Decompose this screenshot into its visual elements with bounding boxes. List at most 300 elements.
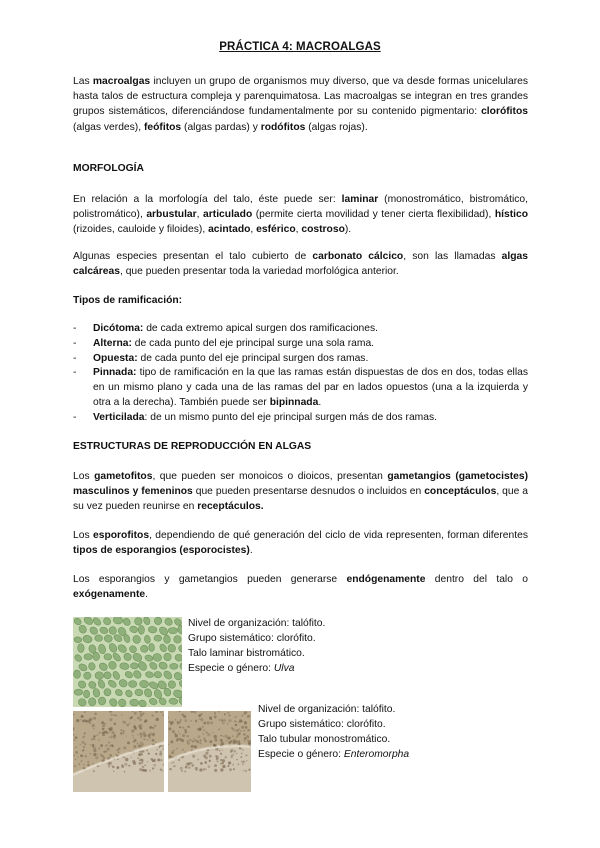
cell-dot <box>220 735 222 737</box>
cell-dot <box>171 762 172 763</box>
ulva-cell <box>84 672 91 679</box>
cell-dot <box>121 714 123 716</box>
cell-dot <box>222 742 225 745</box>
cell-dot <box>98 739 99 740</box>
cell-dot <box>102 731 105 734</box>
cell-dot <box>173 765 175 767</box>
ulva-cell <box>83 690 90 698</box>
cell-dot <box>212 732 214 734</box>
cell-dot <box>134 719 135 720</box>
cell-dot <box>130 717 133 720</box>
cell-dot <box>228 741 231 744</box>
cell-dot <box>108 765 110 767</box>
ulva-cell <box>149 643 155 651</box>
cell-dot <box>77 719 79 721</box>
cell-dot <box>226 740 227 741</box>
cell-dot <box>152 727 154 729</box>
cell-dot <box>82 736 85 739</box>
enteromorpha-micrograph-2 <box>168 711 251 792</box>
cell-dot <box>111 731 114 734</box>
cell-dot <box>109 737 111 739</box>
cell-dot <box>83 746 85 748</box>
cell-dot <box>141 759 144 762</box>
list-item <box>73 352 528 367</box>
ulva-especie-name: Ulva <box>273 663 295 674</box>
cell-dot <box>95 756 98 759</box>
ulva-cell <box>98 697 105 705</box>
cell-dot <box>235 724 237 726</box>
entero-nivel: Nivel de organización: talófito. <box>258 704 396 715</box>
cell-dot <box>217 760 219 762</box>
cell-dot <box>133 740 135 742</box>
cell-dot <box>199 768 202 771</box>
cell-dot <box>215 718 216 719</box>
cell-dot <box>177 721 179 723</box>
morfologia-paragraph-2: Algunas especies presentan el talo cubierto de carbonato cálcico, son las llamadas algas calcáreas, que pueden presentar toda la variedad morfológica anterior. <box>73 251 528 278</box>
list-item-text: Opuesta: de cada punto del eje principal surgen dos ramas. <box>93 352 369 364</box>
cell-dot <box>80 719 81 720</box>
cell-dot <box>91 738 93 740</box>
cell-dot <box>102 728 105 731</box>
cell-dot <box>132 735 133 736</box>
cell-dot <box>235 740 238 743</box>
cell-dot <box>201 713 203 715</box>
cell-dot <box>139 768 142 771</box>
cell-dot <box>210 721 213 724</box>
morfologia-paragraph-1: En relación a la morfología del talo, éste puede ser: laminar (monostromático, bistromático, polistromático), arbustular, articulado (permite cierta movilidad y tener cierta flexibilidad), hístico (rizoides, cauloide y filoides), acintado, esférico, costroso). <box>73 194 528 236</box>
cell-dot <box>244 711 247 714</box>
cell-dot <box>214 716 215 717</box>
cell-dot <box>229 768 232 771</box>
ulva-cell <box>138 625 145 634</box>
cell-dot <box>75 746 77 748</box>
cell-dot <box>127 724 129 726</box>
cell-dot <box>141 762 143 764</box>
cell-dot <box>241 753 242 754</box>
cell-dot <box>116 754 117 755</box>
cell-dot <box>248 769 250 771</box>
cell-dot <box>204 761 207 764</box>
cell-dot <box>89 744 91 746</box>
cell-dot <box>228 719 231 722</box>
entero-especie-name: Enteromorpha <box>343 749 410 760</box>
cell-dot <box>220 739 223 742</box>
cell-dot <box>239 728 241 730</box>
cell-dot <box>203 729 205 731</box>
cell-dot <box>92 724 95 727</box>
cell-dot <box>137 742 139 744</box>
cell-dot <box>107 762 110 765</box>
cell-dot <box>108 742 110 744</box>
cell-dot <box>173 750 175 752</box>
cell-dot <box>123 733 124 734</box>
cell-dot <box>95 713 97 715</box>
cell-dot <box>203 768 206 771</box>
cell-dot <box>93 770 95 772</box>
cell-dot <box>190 762 192 764</box>
cell-dot <box>244 737 247 740</box>
cell-dot <box>185 731 188 734</box>
cell-dot <box>124 763 127 766</box>
cell-dot <box>140 713 143 716</box>
cell-dot <box>140 736 142 738</box>
cell-dot <box>206 732 208 734</box>
cell-dot <box>105 750 107 752</box>
cell-dot <box>169 768 171 770</box>
cell-dot <box>113 714 115 716</box>
cell-dot <box>223 719 226 722</box>
cell-dot <box>93 738 95 740</box>
cell-dot <box>245 726 248 729</box>
cell-dot <box>220 763 222 765</box>
cell-dot <box>221 719 223 721</box>
cell-dot <box>84 711 86 713</box>
cell-dot <box>109 745 110 746</box>
cell-dot <box>139 760 140 761</box>
cell-dot <box>232 764 234 766</box>
ulva-cell <box>88 698 96 707</box>
list-dash: - <box>73 337 77 349</box>
cell-dot <box>104 723 106 725</box>
list-item <box>73 322 528 337</box>
cell-dot <box>81 760 82 761</box>
cell-dot <box>117 766 120 769</box>
cell-dot <box>224 713 226 715</box>
ulva-cell <box>77 644 84 653</box>
cell-dot <box>125 735 126 736</box>
cell-dot <box>73 734 74 735</box>
cell-dot <box>125 758 128 761</box>
cell-dot <box>236 716 237 717</box>
list-item-text: Pinnada: tipo de ramificación en la que las ramas están dispuestas de dos en dos, todas ellas en un mismo plano y cada una de las ramas del par en lados opuestos (una a la izquierda y otra a la derecha). También puede ser bipinnada. <box>93 367 528 408</box>
cell-dot <box>231 727 233 729</box>
cell-dot <box>214 735 217 738</box>
cell-dot <box>82 741 85 744</box>
ulva-talo: Talo laminar bistromático. <box>188 648 305 659</box>
cell-dot <box>113 735 116 738</box>
cell-dot <box>139 733 142 736</box>
ulva-cell <box>84 654 93 661</box>
ulva-cell <box>128 681 136 688</box>
cell-dot <box>180 767 183 770</box>
cell-dot <box>206 721 209 724</box>
page-title: PRÁCTICA 4: MACROALGAS <box>219 41 381 53</box>
cell-dot <box>245 754 247 756</box>
cell-dot <box>228 736 231 739</box>
cell-dot <box>234 750 237 753</box>
cell-dot <box>209 755 212 758</box>
cell-dot <box>227 765 229 767</box>
ramificacion-heading: Tipos de ramificación: <box>73 295 183 306</box>
cell-dot <box>214 739 217 742</box>
cell-dot <box>139 751 141 753</box>
cell-dot <box>154 759 155 760</box>
cell-dot <box>205 752 208 755</box>
entero-talo: Talo tubular monostromático. <box>258 734 391 745</box>
cell-dot <box>225 735 228 738</box>
cell-dot <box>178 731 179 732</box>
cell-dot <box>160 759 162 761</box>
ulva-micrograph <box>73 617 182 707</box>
cell-dot <box>139 762 142 765</box>
cell-dot <box>192 755 195 758</box>
cell-dot <box>241 726 244 729</box>
cell-dot <box>143 734 146 737</box>
enteromorpha-micrograph-1 <box>73 711 164 792</box>
list-item-text: Alterna: de cada punto del eje principal surge una sola rama. <box>93 337 375 349</box>
cell-dot <box>84 743 87 746</box>
cell-dot <box>197 759 199 761</box>
cell-dot <box>121 729 123 731</box>
cell-dot <box>228 761 231 764</box>
cell-dot <box>110 714 112 716</box>
cell-dot <box>189 739 191 741</box>
cell-dot <box>77 756 78 757</box>
cell-dot <box>94 735 96 737</box>
cell-dot <box>207 733 210 736</box>
cell-dot <box>140 741 143 744</box>
cell-dot <box>180 719 182 721</box>
ulva-cell <box>104 653 112 660</box>
cell-dot <box>227 712 229 714</box>
cell-dot <box>219 719 221 721</box>
cell-dot <box>241 715 243 717</box>
cell-dot <box>85 720 88 723</box>
cell-dot <box>244 740 246 742</box>
cell-dot <box>144 720 147 723</box>
cell-dot <box>144 764 146 766</box>
cell-dot <box>107 748 110 751</box>
cell-dot <box>239 747 241 749</box>
cell-dot <box>220 759 222 761</box>
cell-dot <box>220 768 223 771</box>
cell-dot <box>96 734 98 736</box>
cell-dot <box>74 755 75 756</box>
intro-paragraph: Las macroalgas incluyen un grupo de organismos muy diverso, que va desde formas unicelulares hasta talos de estructura compleja y parenquimatosa. Las macroalgas se integran en tres grandes grupos sistemáticos, diferenciándose fundamentalmente por su contenido pigmentario: clorófitos (algas verdes), feófitos (algas pardas) y rodófitos (algas rojas). <box>73 76 529 133</box>
ulva-cell <box>168 627 178 633</box>
cell-dot <box>90 753 91 754</box>
cell-dot <box>155 741 156 742</box>
cell-dot <box>181 770 183 772</box>
cell-dot <box>209 760 211 762</box>
cell-dot <box>222 750 223 751</box>
cell-dot <box>114 738 115 739</box>
cell-dot <box>244 721 247 724</box>
cell-dot <box>220 753 222 755</box>
cell-dot <box>195 720 197 722</box>
cell-dot <box>247 737 249 739</box>
cell-dot <box>239 720 241 722</box>
list-item-text: Dicótoma: de cada extremo apical surgen dos ramificaciones. <box>93 323 379 334</box>
cell-dot <box>231 756 233 758</box>
cell-dot <box>110 744 113 747</box>
cell-dot <box>143 769 145 771</box>
cell-dot <box>222 765 225 768</box>
cell-dot <box>128 765 130 767</box>
cell-dot <box>179 721 181 723</box>
cell-dot <box>179 733 181 735</box>
ramificacion-list <box>73 322 528 426</box>
cell-dot <box>219 750 221 752</box>
cell-dot <box>247 729 249 731</box>
cell-dot <box>203 722 206 725</box>
cell-dot <box>186 735 189 738</box>
cell-dot <box>133 745 136 748</box>
list-item <box>73 337 528 352</box>
reproduccion-paragraph-1: Los gametofitos, que pueden ser monoicos o dioicos, presentan gametangios (gametocistes) masculinos y femeninos que pueden presentarse desnudos o incluidos en conceptáculos, que a su vez pueden reunirse en receptáculos. <box>73 471 529 513</box>
cell-dot <box>199 742 201 744</box>
cell-dot <box>75 759 76 760</box>
cell-dot <box>177 738 179 740</box>
cell-dot <box>243 750 244 751</box>
cell-dot <box>198 715 200 717</box>
cell-dot <box>238 741 240 743</box>
cell-dot <box>162 770 164 772</box>
ulva-nivel: Nivel de organización: talófito. <box>188 618 326 629</box>
cell-dot <box>103 757 105 759</box>
list-dash: - <box>73 352 77 364</box>
cell-dot <box>171 751 174 754</box>
ulva-caption <box>188 616 325 676</box>
cell-dot <box>75 751 78 754</box>
cell-dot <box>190 720 191 721</box>
cell-dot <box>236 753 238 755</box>
cell-dot <box>154 724 157 727</box>
cell-dot <box>187 741 190 744</box>
cell-dot <box>214 713 216 715</box>
cell-dot <box>74 765 76 767</box>
cell-dot <box>123 746 126 749</box>
cell-dot <box>87 761 89 763</box>
cell-dot <box>172 730 175 733</box>
cell-dot <box>246 760 247 761</box>
cell-dot <box>200 762 203 765</box>
cell-dot <box>236 759 238 761</box>
cell-dot <box>191 745 194 748</box>
cell-dot <box>247 715 250 718</box>
cell-dot <box>185 771 186 772</box>
ulva-cell <box>170 663 178 669</box>
cell-dot <box>160 768 162 770</box>
cell-dot <box>234 716 236 718</box>
cell-dot <box>140 745 142 747</box>
cell-dot <box>84 732 86 734</box>
reproduccion-paragraph-3: Los esporangios y gametangios pueden generarse endógenamente dentro del talo o exógenamente. <box>73 574 528 601</box>
cell-dot <box>243 730 244 731</box>
cell-dot <box>92 745 94 747</box>
cell-dot <box>153 764 156 767</box>
cell-dot <box>200 718 203 721</box>
cell-dot <box>224 756 227 759</box>
cell-dot <box>193 738 194 739</box>
cell-dot <box>134 727 137 730</box>
cell-dot <box>237 763 239 765</box>
cell-dot <box>210 718 212 720</box>
cell-dot <box>178 759 180 761</box>
cell-dot <box>106 731 109 734</box>
cell-dot <box>74 739 76 741</box>
cell-dot <box>242 763 244 765</box>
cell-dot <box>155 753 157 755</box>
list-item-text: Verticilada: de un mismo punto del eje principal surgen más de dos ramas. <box>93 411 437 423</box>
cell-dot <box>229 715 231 717</box>
cell-dot <box>245 770 248 773</box>
cell-dot <box>146 750 148 752</box>
cell-dot <box>152 739 155 742</box>
cell-dot <box>127 742 128 743</box>
cell-dot <box>175 719 177 721</box>
cell-dot <box>100 754 103 757</box>
cell-dot <box>115 714 117 716</box>
list-dash: - <box>73 367 77 379</box>
cell-dot <box>238 732 241 735</box>
cell-dot <box>112 766 114 768</box>
cell-dot <box>185 766 188 769</box>
cell-dot <box>100 744 103 747</box>
cell-dot <box>147 739 149 741</box>
cell-dot <box>78 763 80 765</box>
cell-dot <box>93 749 96 752</box>
cell-dot <box>234 730 235 731</box>
cell-dot <box>198 735 201 738</box>
cell-dot <box>98 732 100 734</box>
ulva-cell <box>73 670 80 679</box>
cell-dot <box>139 727 141 729</box>
cell-dot <box>162 745 164 747</box>
cell-dot <box>140 716 141 717</box>
cell-dot <box>159 753 162 756</box>
cell-dot <box>182 727 184 729</box>
cell-dot <box>187 740 189 742</box>
cell-dot <box>243 733 245 735</box>
cell-dot <box>170 740 173 743</box>
cell-dot <box>114 723 117 726</box>
cell-dot <box>198 728 201 731</box>
cell-dot <box>149 770 151 772</box>
cell-dot <box>156 749 157 750</box>
cell-dot <box>182 714 185 717</box>
cell-dot <box>186 763 189 766</box>
cell-dot <box>110 735 113 738</box>
cell-dot <box>137 734 138 735</box>
cell-dot <box>142 766 145 769</box>
cell-dot <box>92 763 94 765</box>
ulva-grupo: Grupo sistemático: clorófito. <box>188 633 316 644</box>
cell-dot <box>187 726 189 728</box>
cell-dot <box>110 754 113 757</box>
cell-dot <box>200 740 202 742</box>
cell-dot <box>152 714 154 716</box>
cell-dot <box>133 762 136 765</box>
cell-dot <box>75 737 76 738</box>
cell-dot <box>118 751 120 753</box>
cell-dot <box>93 753 96 756</box>
cell-dot <box>133 737 134 738</box>
cell-dot <box>98 748 100 750</box>
cell-dot <box>214 764 217 767</box>
list-dash: - <box>73 411 77 423</box>
cell-dot <box>249 740 251 742</box>
ulva-cell <box>154 635 162 642</box>
cell-dot <box>101 721 104 724</box>
cell-dot <box>230 750 233 753</box>
cell-dot <box>240 756 242 758</box>
cell-dot <box>131 729 134 732</box>
ulva-cell <box>169 698 178 705</box>
reproduccion-heading: ESTRUCTURAS DE REPRODUCCIÓN EN ALGAS <box>73 441 312 452</box>
cell-dot <box>216 756 219 759</box>
list-item <box>73 366 528 410</box>
